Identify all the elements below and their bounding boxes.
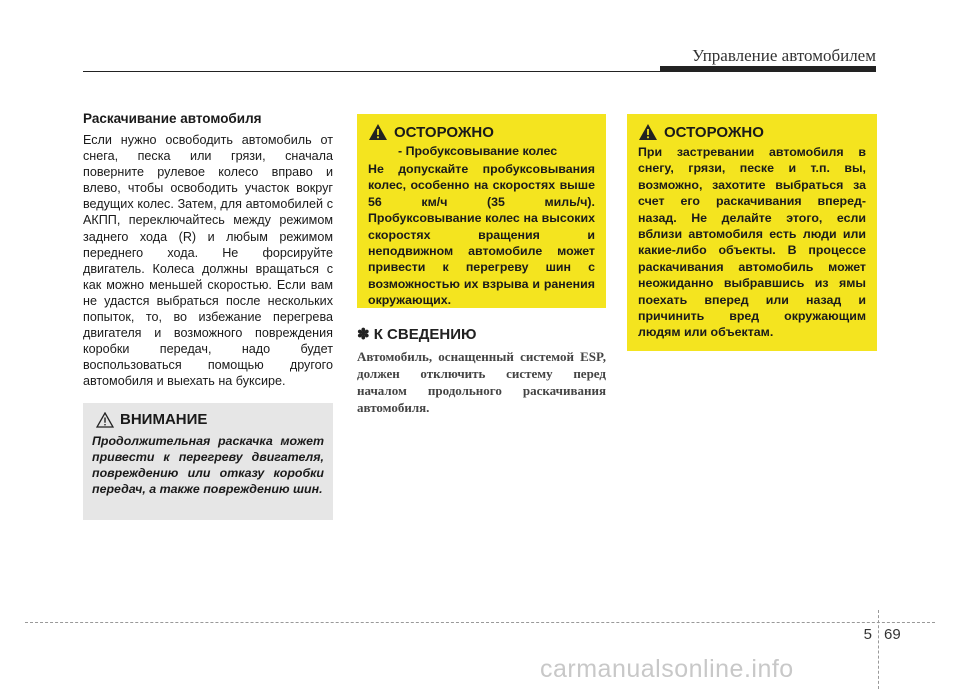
note-title: ✽ К СВЕДЕНИЮ — [357, 326, 477, 343]
caution-triangle-icon — [96, 412, 114, 428]
caution-box — [83, 403, 333, 520]
section-body: Если нужно освободить автомобиль от снега, песка или грязи, сначала поверните рулевое колесо вправо и влево, чтобы освободить участок вокруг ведущих колес. Затем, для автомобилей с АКПП, переключайтесь между режимом заднего хода (R) и любым режимом переднего хода. Не форсируйте двигатель. Колеса должны вращаться с как можно меньшей скоростью. Если вам не удастся выбраться после нескольких попыток, то, во избежание перегрева двигателя и возможного повреждения коробки передач, надо будет воспользоваться помощью другого автомобиля и выехать на буксире. — [83, 133, 333, 389]
warning-triangle-icon — [638, 123, 658, 141]
page-header-title: Управление автомобилем — [692, 46, 876, 65]
caution-text: Продолжительная раскачка может привести к перегреву двигателя, повреждению или отказу коробки передач, а также повреждению шин. — [92, 434, 324, 496]
caution-header — [96, 411, 324, 428]
warning-box-wheel-spin — [357, 114, 606, 308]
header-rule-accent — [660, 66, 876, 72]
warning-box-rocking — [627, 114, 877, 351]
page-number: 69 — [884, 626, 901, 643]
rocking-section — [83, 111, 333, 390]
warning-text: При застревании автомобиля в снегу, грязи, песке и т.п. вы, возможно, захотите выбраться за счет его раскачивания вперед-назад. Не делайте этого, если вблизи автомобиля есть люди или какие-либо объекты. В процессе раскачивания автомобиль может неожиданно выбравшись из ямы поехать вперед или назад и причинить вред окружающим людям или объектам. — [638, 145, 866, 340]
warning-header — [638, 123, 866, 141]
warning-subtitle: - Пробуксовывание колес — [398, 144, 558, 158]
footer-divider — [25, 622, 935, 623]
warning-title: ОСТОРОЖНО — [664, 123, 764, 141]
chapter-number: 5 — [863, 626, 872, 643]
footer-vertical-divider — [878, 610, 879, 689]
warning-text: Не допускайте пробуксовывания колес, особенно на скоростях выше 56 км/ч (35 миль/ч). Пробуксовывание колес на высоких скоростях вращения и неподвижном автомобиле может привести к перегреву шин с возможностью их взрыва и ранения окружающих. — [368, 162, 595, 308]
note-text: Автомобиль, оснащенный системой ESP, должен отключить систему перед началом продольного раскачивания автомобиля. — [357, 349, 606, 415]
warning-title: ОСТОРОЖНО — [394, 123, 494, 141]
watermark: carmanualsonline.info — [540, 655, 794, 683]
caution-title: ВНИМАНИЕ — [120, 411, 208, 428]
warning-triangle-icon — [368, 123, 388, 141]
note-block — [357, 325, 606, 416]
warning-header — [368, 123, 595, 141]
section-title: Раскачивание автомобиля — [83, 111, 262, 126]
